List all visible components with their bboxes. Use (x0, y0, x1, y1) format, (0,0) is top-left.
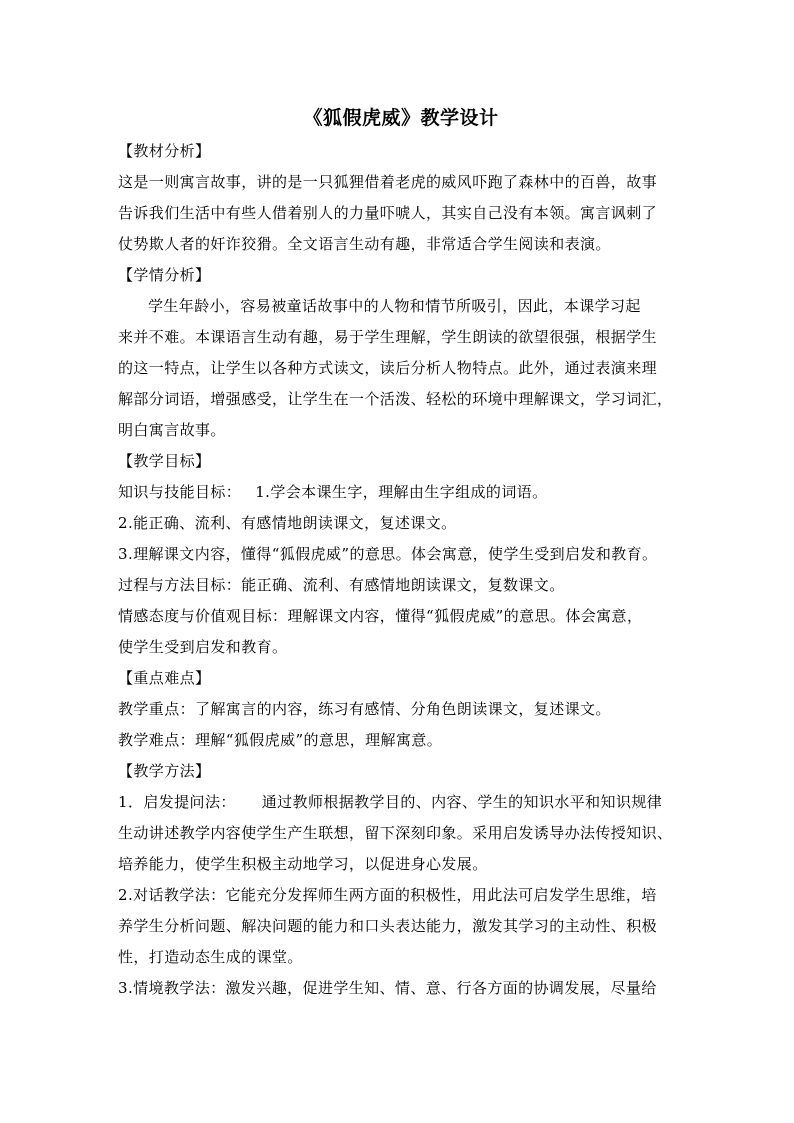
text-line: 教学难点：理解“狐假虎威”的意思，理解寓意。 (118, 731, 443, 749)
text-line: 性，打造动态生成的课堂。 (118, 948, 303, 966)
text-line: 告诉我们生活中有些人借着别人的力量吓唬人，其实自己没有本领。寓言讽刺了 (118, 204, 658, 222)
text-line: 明白寓言故事。 (118, 421, 226, 439)
goal-text: 1.学会本课生字，理解由生字组成的词语。 (255, 483, 548, 501)
text-line: 解部分词语，增强感受，让学生在一个活泼、轻松的环境中理解课文，学习词汇， (118, 390, 673, 408)
text-line: 生动讲述教学内容使学生产生联想，留下深刻印象。采用启发诱导办法传授知识、 (118, 824, 673, 842)
text-line: 3.理解课文内容，懂得“狐假虎威”的意思。体会寓意，使学生受到启发和教育。 (118, 545, 658, 563)
method-label: 1．启发提问法： (118, 793, 236, 811)
text-line: 2.能正确、流利、有感情地朗读课文，复述课文。 (118, 514, 457, 532)
text-line: 教学重点：了解寓言的内容，练习有感情、分角色朗读课文，复述课文。 (118, 700, 611, 718)
text-line: 来并不难。本课语言生动有趣，易于学生理解，学生朗读的欲望很强，根据学生 (118, 328, 658, 346)
text-line: 仗势欺人者的奸诈狡猾。全文语言生动有趣，非常适合学生阅读和表演。 (118, 235, 611, 253)
text-line: 培养能力，使学生积极主动地学习，以促进身心发展。 (118, 855, 488, 873)
text-line: 2.对话教学法：它能充分发挥师生两方面的积极性，用此法可启发学生思维，培 (118, 886, 657, 904)
section-heading-goals: 【教学目标】 (118, 452, 211, 470)
text-line: 情感态度与价值观目标：理解课文内容，懂得“狐假虎威”的意思。体会寓意， (118, 607, 643, 625)
text-line: 学生年龄小，容易被童话故事中的人物和情节所吸引，因此，本课学习起 (148, 297, 641, 315)
goal-line-knowledge (118, 477, 684, 508)
section-heading-methods: 【教学方法】 (118, 762, 211, 780)
document-content (118, 104, 684, 1004)
text-line: 的这一特点，让学生以各种方式读文，读后分析人物特点。此外，通过表演来理 (118, 359, 658, 377)
section-heading-material: 【教材分析】 (118, 142, 211, 160)
method-text: 通过教师根据教学目的、内容、学生的知识水平和知识规律 (261, 793, 663, 811)
section-heading-students: 【学情分析】 (118, 266, 211, 284)
text-line: 3.情境教学法：激发兴趣，促进学生知、情、意、行各方面的协调发展，尽量给 (118, 979, 657, 997)
section-heading-keypoints: 【重点难点】 (118, 669, 211, 687)
text-line: 过程与方法目标：能正确、流利、有感情地朗读课文，复数课文。 (118, 576, 565, 594)
page-title: 《狐假虎威》教学设计 (303, 107, 499, 129)
method-line-1 (118, 787, 684, 818)
goal-label: 知识与技能目标： (118, 483, 242, 501)
text-line: 养学生分析问题、解决问题的能力和口头表达能力，激发其学习的主动性、积极 (118, 917, 658, 935)
text-line: 这是一则寓言故事，讲的是一只狐狸借着老虎的威风吓跑了森林中的百兽，故事 (118, 173, 658, 191)
text-line: 使学生受到启发和教育。 (118, 638, 288, 656)
